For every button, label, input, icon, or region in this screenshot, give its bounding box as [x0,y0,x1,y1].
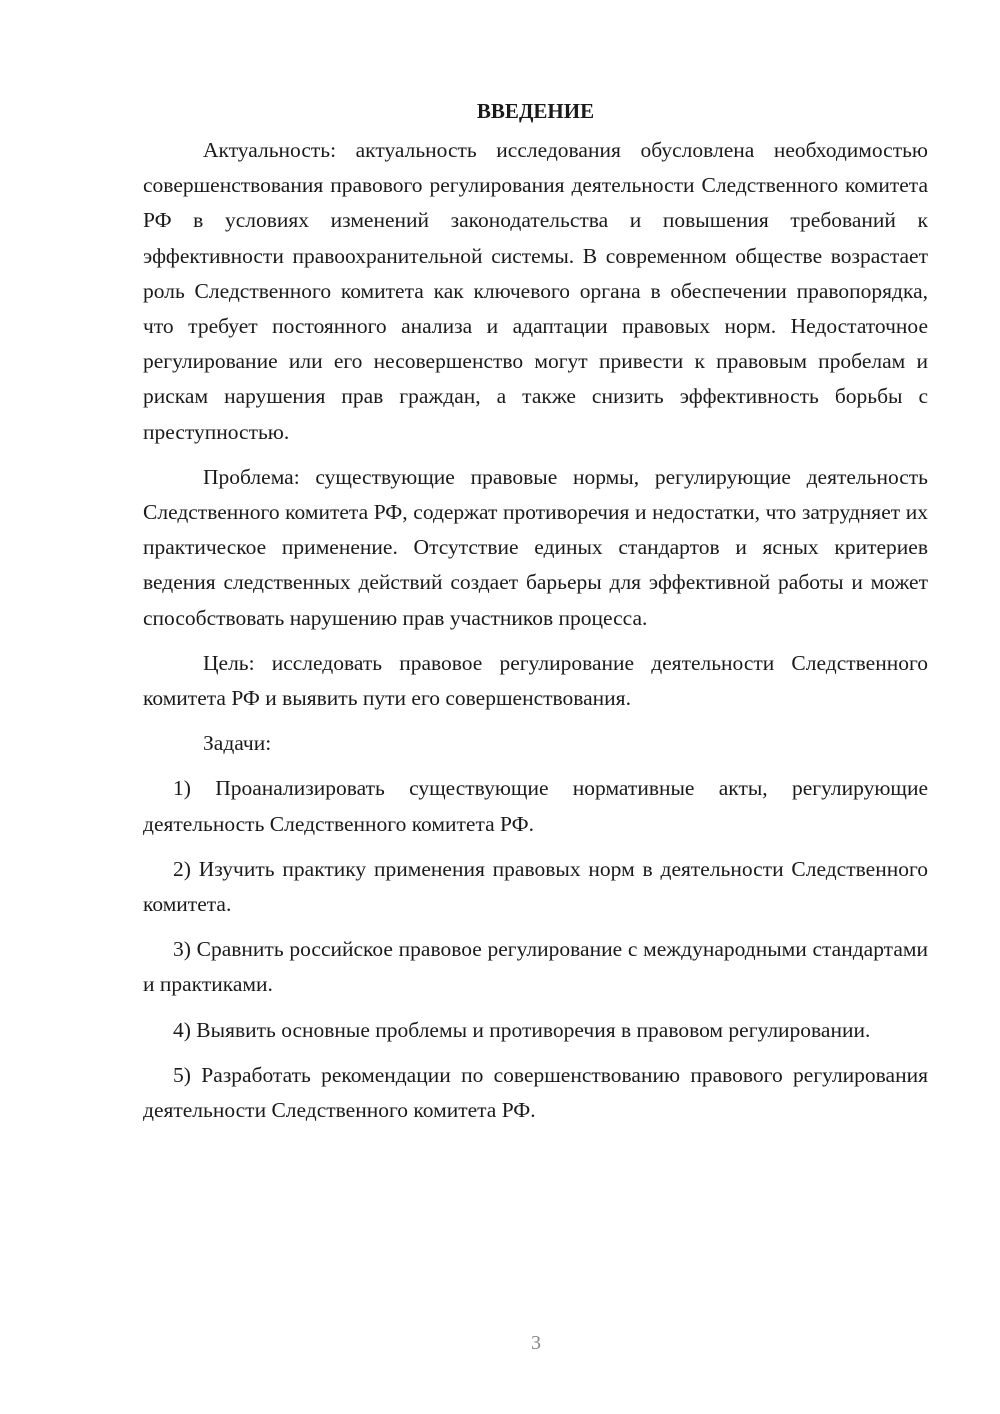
task-item-3: 3) Сравнить российское правовое регулирование с международными стандартами и практиками. [143,937,928,997]
task-item-1: 1) Проанализировать существующие нормативные акты, регулирующие деятельность Следственного комитета РФ. [143,776,928,836]
relevance-paragraph: Актуальность: актуальность исследования обусловлена необходимостью совершенствования правового регулирования деятельности Следственного комитета РФ в условиях изменений законодательства и повышения требований к эффективности правоохранительной системы. В современном обществе возрастает роль Следственного комитета как ключевого органа в обеспечении правопорядка, что требует постоянного анализа и адаптации правовых норм. Недостаточное регулирование или его несовершенство могут привести к правовым пробелам и рискам нарушения прав граждан, а также снизить эффективность борьбы с преступностью. [143,138,928,444]
problem-paragraph: Проблема: существующие правовые нормы, регулирующие деятельность Следственного комитета РФ, содержат противоречия и недостатки, что затрудняет их практическое применение. Отсутствие единых стандартов и ясных критериев ведения следственных действий создает барьеры для эффективной работы и может способствовать нарушению прав участников процесса. [143,464,928,630]
goal-paragraph: Цель: исследовать правовое регулирование деятельности Следственного комитета РФ и выявить пути его совершенствования. [143,650,928,711]
task-item-5: 5) Разработать рекомендации по совершенствованию правового регулирования деятельности Следственного комитета РФ. [143,1062,928,1123]
tasks-label: Задачи: [203,731,272,756]
task-item-2: 2) Изучить практику применения правовых норм в деятельности Следственного комитета. [143,856,928,917]
task-item-4: 4) Выявить основные проблемы и противоречия в правовом регулировании. [173,1017,871,1042]
section-heading: ВВЕДЕНИЕ [476,99,595,123]
page-number: 3 [531,1332,541,1354]
page-content [143,96,928,1138]
